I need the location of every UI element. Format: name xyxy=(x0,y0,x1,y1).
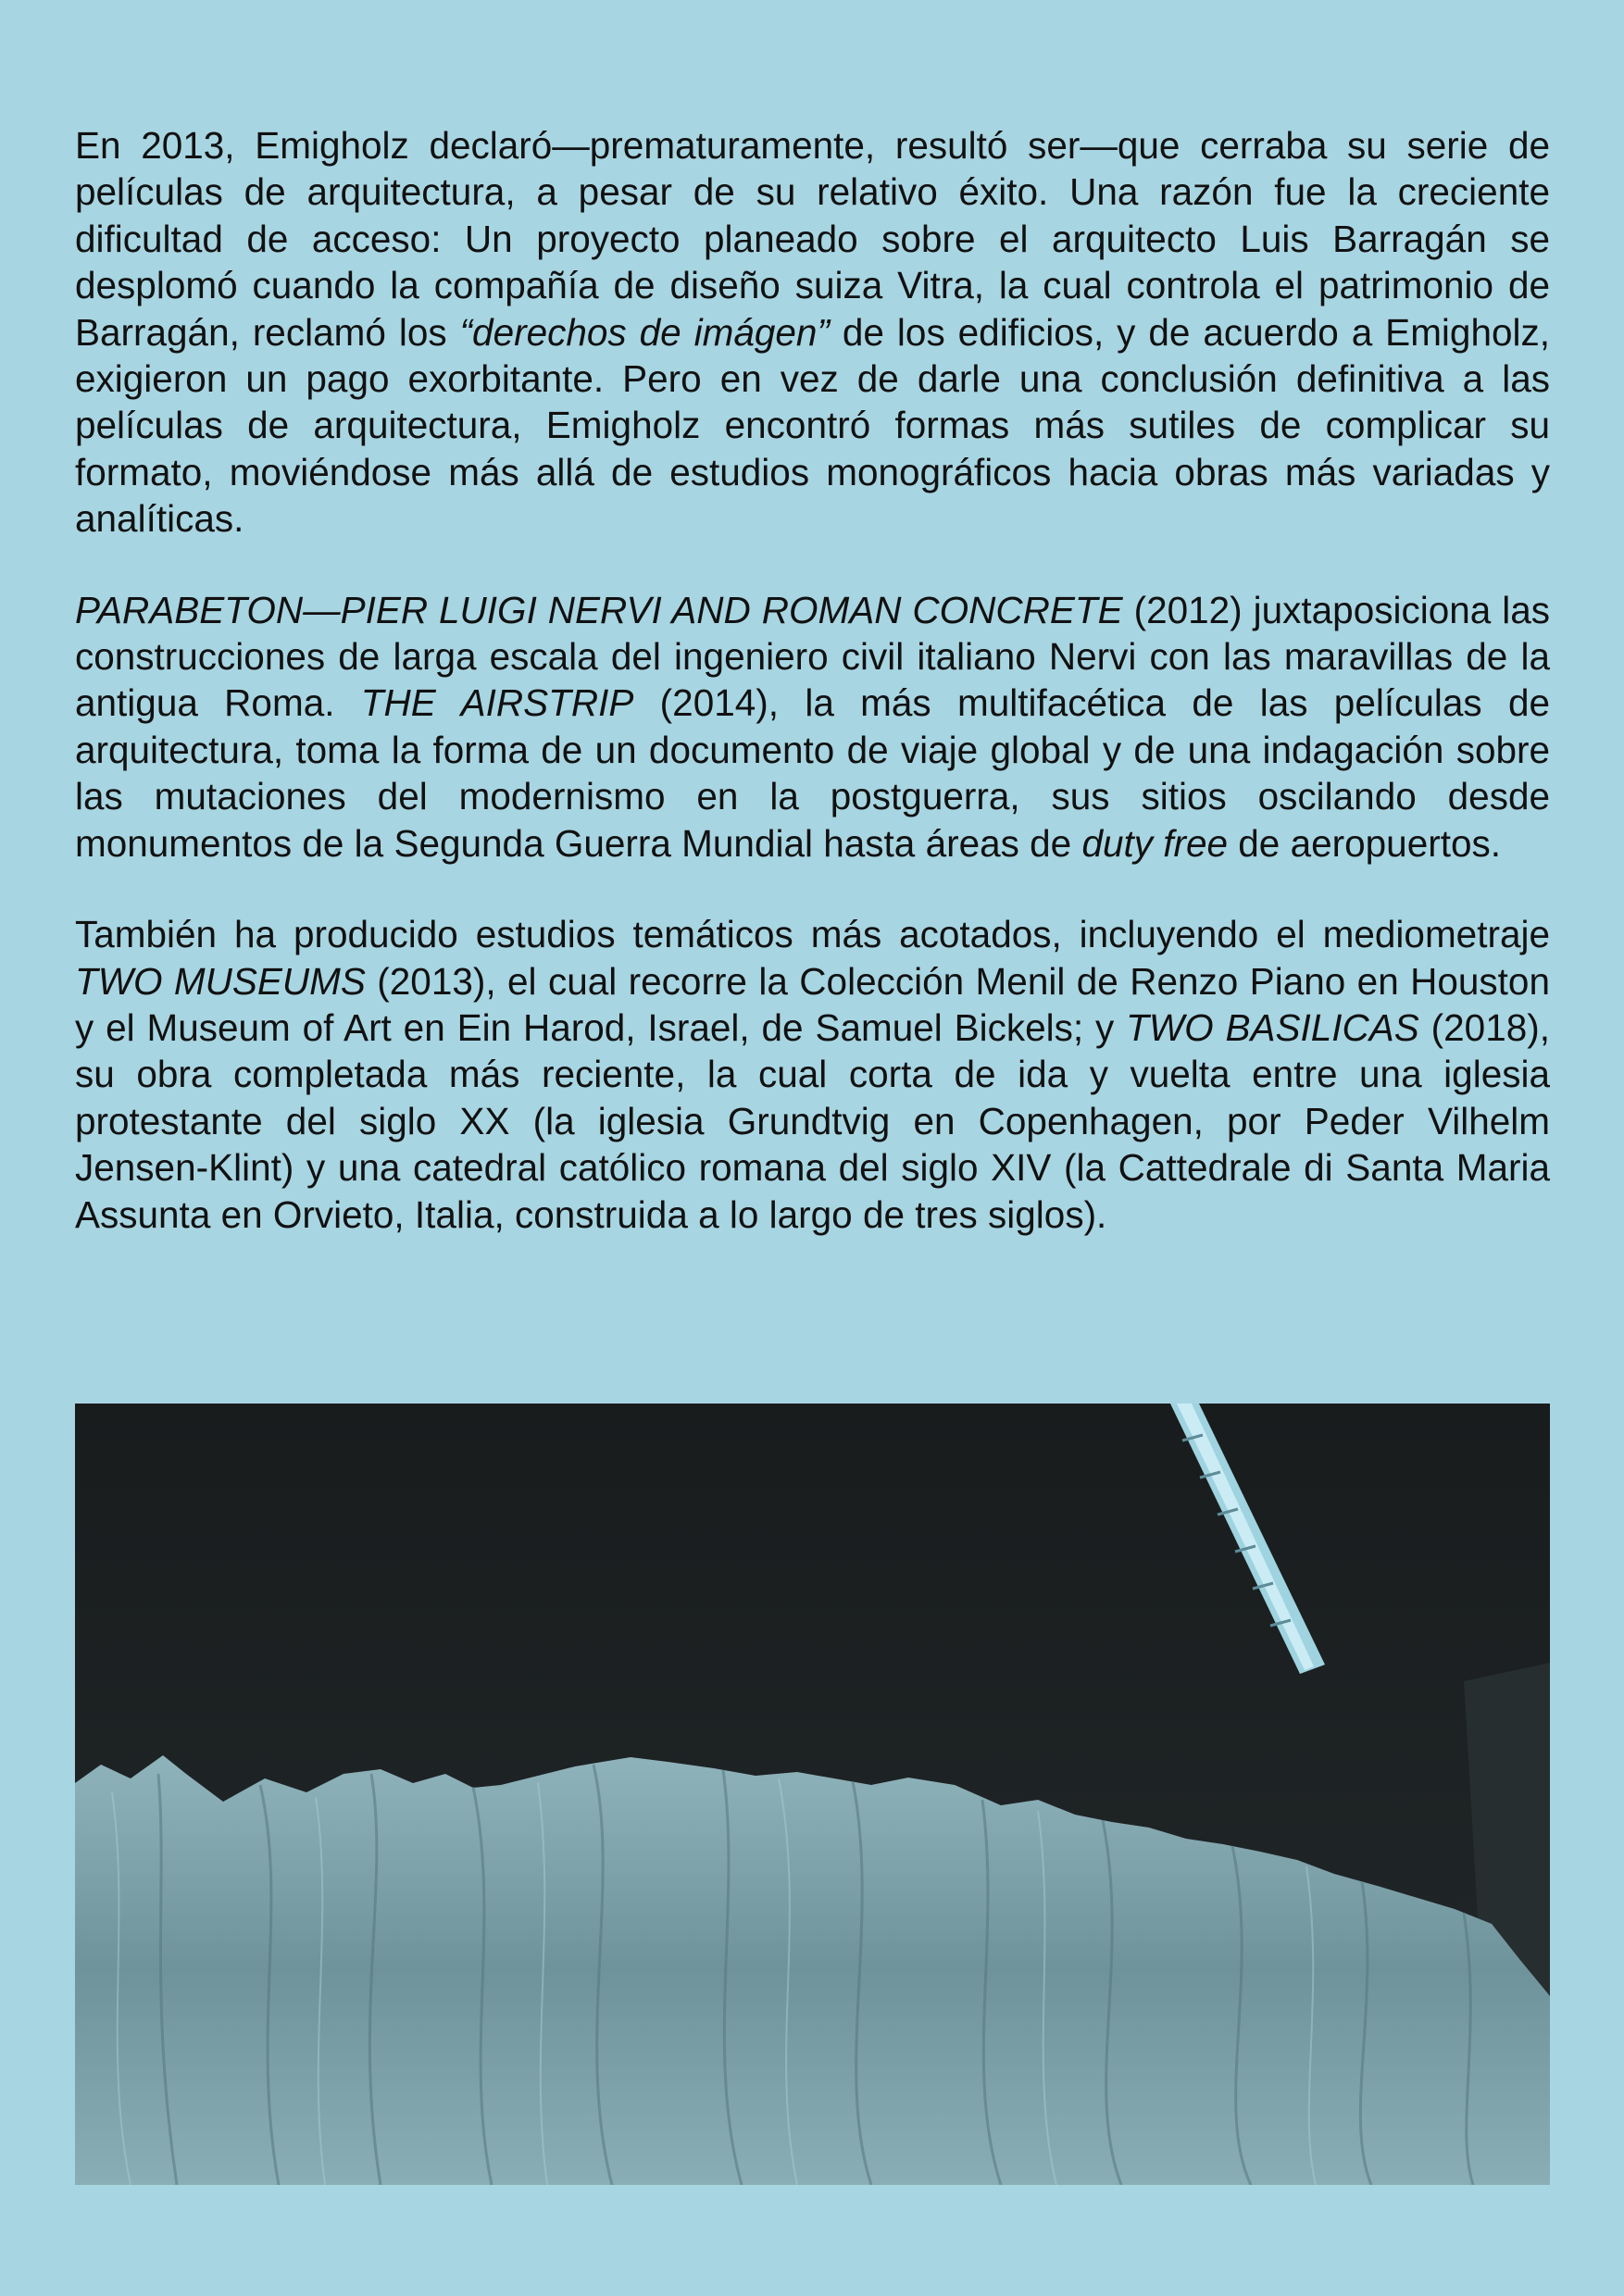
film-title-parabeton: PARABETON—PIER LUIGI NERVI AND ROMAN CONCRETE xyxy=(75,588,1123,631)
paragraph-3-text-cont: (2013), el cual recorre la Colección Menil de Renzo Piano en Houston y el Museum of Art en Ein Harod, Israel, de Samuel Bickels; y xyxy=(75,959,1550,1049)
film-title-airstrip: THE AIRSTRIP xyxy=(360,681,634,725)
film-title-two-museums: TWO MUSEUMS xyxy=(75,959,366,1003)
paragraph-2-text: (2012) juxtaposiciona las construcciones de larga escala del ingeniero civil italiano Nervi con las maravillas de la antigua Roma. xyxy=(75,588,1550,725)
paragraph-2 xyxy=(75,587,1550,867)
paragraph-1-text: En 2013, Emigholz declaró—prematuramente, resultó ser—que cerraba su serie de películas de arquitectura, a pesar de su relativo éxito. Una razón fue la creciente dificultad de acceso: Un proyecto planeado sobre el arquitecto Luis Barragán se desplomó cuando la compañía de diseño suiza Vitra, la cual controla el patrimonio de Barragán, reclamó los xyxy=(75,124,1550,354)
film-title-two-basilicas: TWO BASILICAS xyxy=(1126,1005,1419,1049)
film-still-photo xyxy=(75,1404,1550,2185)
paragraph-1-text-cont: de los edificios, y de acuerdo a Emigholz, exigieron un pago exorbitante. Pero en vez de darle una conclusión definitiva a las películas de arquitectura, Emigholz encontró formas más sutiles de complicar su formato, moviéndose más allá de estudios monográficos hacia obras más variadas y analíticas. xyxy=(75,310,1551,541)
paragraph-3-text: También ha producido estudios temáticos más acotados, incluyendo el mediometraje xyxy=(75,913,1550,956)
article-body xyxy=(75,122,1550,1282)
paragraph-2-text-cont: (2014), la más multifacética de las películas de arquitectura, toma la forma de un documento de viaje global y de una indagación sobre las mutaciones del modernismo en la postguerra, sus sitios oscilando desde monumentos de la Segunda Guerra Mundial hasta áreas de xyxy=(75,681,1550,865)
paragraph-3 xyxy=(75,911,1550,1238)
paragraph-1 xyxy=(75,122,1550,543)
paragraph-3-text-end: (2018), su obra completada más reciente, la cual corta de ida y vuelta entre una iglesia protestante del siglo XX (la iglesia Grundtvig en Copenhagen, por Peder Vilhelm Jensen-Klint) y una catedral católico romana del siglo XIV (la Cattedrale di Santa Maria Assunta en Orvieto, Italia, construida a lo largo de tres siglos). xyxy=(75,1005,1550,1236)
quoted-term-image-rights: “derechos de imágen” xyxy=(459,310,830,354)
term-duty-free: duty free xyxy=(1081,821,1229,865)
film-still-illustration xyxy=(75,1404,1550,2185)
paragraph-2-text-end: de aeropuertos. xyxy=(1228,821,1501,865)
